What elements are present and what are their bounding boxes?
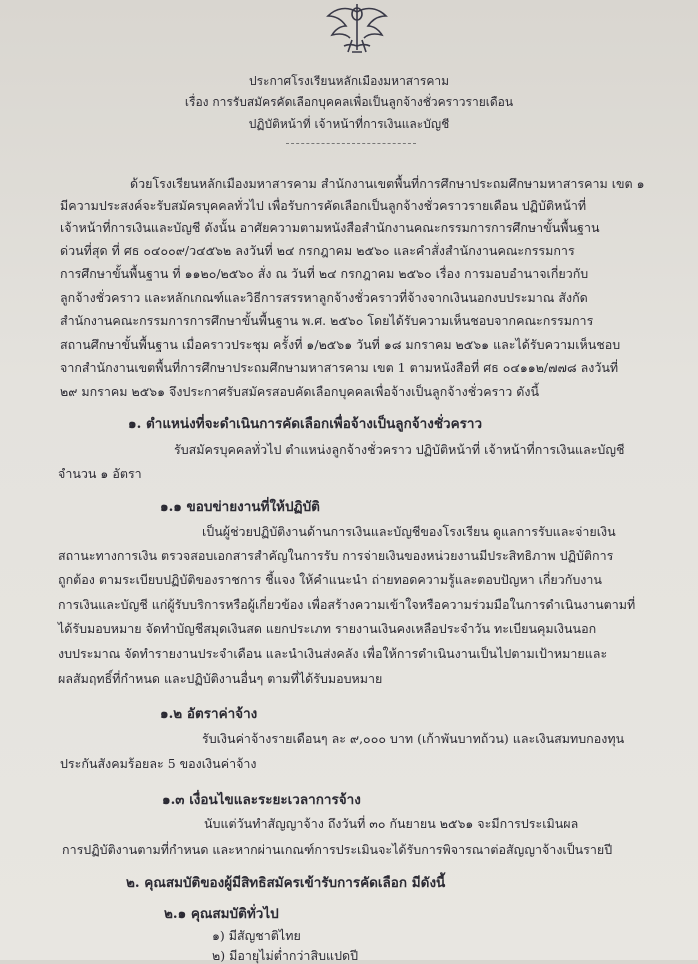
announcement-title: ประกาศโรงเรียนหลักเมืองมหาสารคาม — [248, 74, 449, 88]
scope-line: สถานะทางการเงิน ตรวจสอบเอกสารสำคัญในการรับ การจ่ายเงินของหน่วยงานมีประสิทธิภาพ ปฏิบัติการ — [58, 548, 614, 563]
intro-line: ลูกจ้างชั่วคราว และหลักเกณฑ์และวิธีการสรรหาลูกจ้างชั่วคราวที่จ้างจากเงินนอกงบประมาณ สังกัด — [60, 290, 588, 305]
scope-line: ผลสัมฤทธิ์ที่กำหนด และปฏิบัติงานอื่นๆ ตามที่ได้รับมอบหมาย — [58, 671, 383, 686]
scope-line: ถูกต้อง ตามระเบียบปฏิบัติของราชการ ชี้แจง ให้คำแนะนำ ถ่ายทอดความรู้และตอบปัญหา เกี่ยวกับงาน — [58, 572, 602, 587]
contract-text: การปฏิบัติงานตามที่กำหนด และหากผ่านเกณฑ์การประเมินจะได้รับการพิจารณาต่อสัญญาจ้างเป็นรายปี — [62, 842, 613, 857]
intro-line: สำนักงานคณะกรรมการการศึกษาขั้นพื้นฐาน พ.ศ. ๒๕๖๐ โดยได้รับความเห็นชอบจากคณะกรรมการ — [60, 313, 594, 328]
intro-line: การศึกษาขั้นพื้นฐาน ที่ ๑๑๒๐/๒๕๖๐ สั่ง ณ วันที่ ๒๔ กรกฎาคม ๒๕๖๐ เรื่อง การมอบอำนาจเกี่ยวกับ — [60, 266, 589, 281]
scope-line: เป็นผู้ช่วยปฏิบัติงานด้านการเงินและบัญชีของโรงเรียน ดูแลการรับและจ่ายเงิน — [202, 524, 616, 539]
section-2-heading: ๒. คุณสมบัติของผู้มีสิทธิสมัครเข้ารับการคัดเลือก มีดังนี้ — [126, 875, 446, 891]
section-1-1-heading: ๑.๑ ขอบข่ายงานที่ให้ปฏิบัติ — [160, 499, 320, 515]
section-1-text: รับสมัครบุคคลทั่วไป ตำแหน่งลูกจ้างชั่วคราว ปฏิบัติหน้าที่ เจ้าหน้าที่การเงินและบัญชี — [174, 442, 625, 457]
wage-text: รับเงินค่าจ้างรายเดือนๆ ละ ๙,๐๐๐ บาท (เก้าพันบาทถ้วน) และเงินสมทบกองทุน — [202, 731, 625, 746]
section-2-1-heading: ๒.๑ คุณสมบัติทั่วไป — [164, 906, 279, 922]
wage-text: ประกันสังคมร้อยละ 5 ของเงินค่าจ้าง — [60, 756, 257, 771]
announcement-subject-duty: ปฏิบัติหน้าที่ เจ้าหน้าที่การเงินและบัญชี — [248, 117, 450, 131]
section-1-3-heading: ๑.๓ เงื่อนไขและระยะเวลาการจ้าง — [162, 792, 361, 808]
intro-line: มีความประสงค์จะรับสมัครบุคคลทั่วไป เพื่อรับการคัดเลือกเป็นลูกจ้างชั่วคราวรายเดือน ปฏิบัติหน้าที่ — [60, 198, 587, 213]
section-1-text: จำนวน ๑ อัตรา — [58, 466, 142, 481]
announcement-subject: เรื่อง การรับสมัครคัดเลือกบุคคลเพื่อเป็นลูกจ้างชั่วคราวรายเดือน — [184, 95, 514, 109]
intro-line: จากสำนักงานเขตพื้นที่การศึกษาประถมศึกษามหาสารคาม เขต 1 ตามหนังสือที่ ศธ ๐๔๑๑๒/๗๗๘ ลงวันที่ — [60, 360, 619, 375]
scope-line: งบประมาณ จัดทำรายงานประจำเดือน และนำเงินส่งคลัง เพื่อให้การดำเนินงานเป็นไปตามเป้าหมายและ — [58, 646, 608, 661]
intro-line: ด้วยโรงเรียนหลักเมืองมหาสารคาม สำนักงานเขตพื้นที่การศึกษาประถมศึกษามหาสารคาม เขต ๑ — [130, 176, 645, 191]
qualification-item: ๑) มีสัญชาติไทย — [212, 928, 301, 943]
scope-line: การเงินและบัญชี แก่ผู้รับบริการหรือผู้เกี่ยวข้อง เพื่อสร้างความเข้าใจหรือความร่วมมือในการดำเนินงานตามที่ — [58, 597, 636, 612]
section-1-2-heading: ๑.๒ อัตราค่าจ้าง — [160, 706, 258, 722]
qualification-item: ๒) มีอายุไม่ต่ำกว่าสิบแปดปี — [212, 948, 359, 963]
contract-text: นับแต่วันทำสัญญาจ้าง ถึงวันที่ ๓๐ กันยายน ๒๕๖๑ จะมีการประเมินผล — [204, 816, 579, 831]
intro-line: เจ้าหน้าที่การเงินและบัญชี ดังนั้น อาศัยความตามหนังสือสำนักงานคณะกรรมการการศึกษาขั้นพื้นฐาน — [60, 220, 600, 235]
scope-line: ได้รับมอบหมาย จัดทำบัญชีสมุดเงินสด แยกประเภท รายงานเงินคงเหลือประจำวัน ทะเบียนคุมเงินนอก — [58, 621, 597, 636]
section-1-heading: ๑. ตำแหน่งที่จะดำเนินการคัดเลือกเพื่อจ้างเป็นลูกจ้างชั่วคราว — [128, 416, 483, 432]
header-divider — [286, 143, 416, 144]
garuda-emblem-icon — [322, 0, 392, 58]
intro-line: สถานศึกษาขั้นพื้นฐาน เมื่อคราวประชุม ครั้งที่ ๑/๒๕๖๑ วันที่ ๑๘ มกราคม ๒๕๖๑ และได้รับความเห็นชอบ — [60, 337, 621, 352]
intro-line: ด่วนที่สุด ที่ ศธ ๐๔๐๐๙/ว๔๕๖๒ ลงวันที่ ๒๔ กรกฎาคม ๒๕๖๐ และคำสั่งสำนักงานคณะกรรมการ — [60, 243, 575, 258]
intro-line: ๒๙ มกราคม ๒๕๖๑ จึงประกาศรับสมัครสอบคัดเลือกบุคคลเพื่อจ้างเป็นลูกจ้างชั่วคราว ดังนี้ — [60, 384, 540, 399]
